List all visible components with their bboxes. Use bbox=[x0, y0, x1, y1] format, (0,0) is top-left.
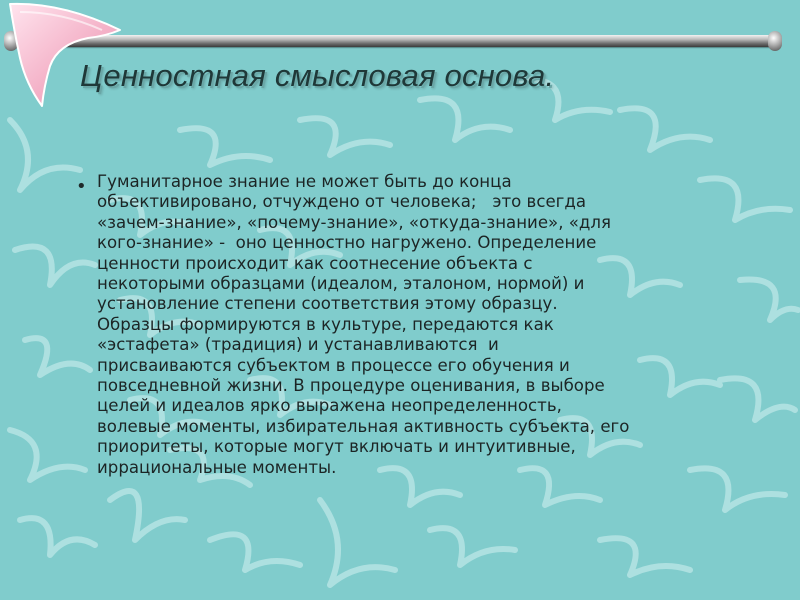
body-line: повседневной жизни. В процедуре оценивания, в выборе bbox=[97, 376, 605, 396]
body-line: Образцы формируются в культуре, передаются как bbox=[97, 314, 554, 334]
body-line: установление степени соответствия этому образцу. bbox=[97, 294, 558, 314]
body-line: кого-знание» - оно ценностно нагружено. Определение bbox=[97, 233, 597, 253]
body-paragraph bbox=[97, 172, 737, 478]
bullet-marker: • bbox=[76, 176, 87, 197]
body-line: Гуманитарное знание не может быть до конца bbox=[97, 172, 512, 191]
body-line: «эстафета» (традиция) и устанавливаются и bbox=[97, 335, 499, 355]
slide-title: Ценностная смысловая основа. bbox=[80, 58, 555, 93]
body-line: ценности происходит как соотнесение объекта с bbox=[97, 253, 533, 273]
body-line: некоторыми образцами (идеалом, эталоном, нормой) и bbox=[97, 274, 585, 294]
divider-bar-right-cap bbox=[768, 31, 782, 51]
body-line: «зачем-знание», «почему-знание», «откуда-знание», «для bbox=[97, 212, 611, 232]
body-line: приоритеты, которые могут включать и интуитивные, bbox=[97, 437, 576, 457]
body-line: присваиваются субъектом в процессе его обучения и bbox=[97, 355, 570, 375]
body-line: объективировано, отчуждено от человека; это всегда bbox=[97, 192, 587, 212]
body-line: волевые моменты, избирательная активность субъекта, его bbox=[97, 416, 630, 436]
body-line: иррациональные моменты. bbox=[97, 457, 337, 477]
body-line: целей и идеалов ярко выражена неопределенность, bbox=[97, 396, 562, 416]
